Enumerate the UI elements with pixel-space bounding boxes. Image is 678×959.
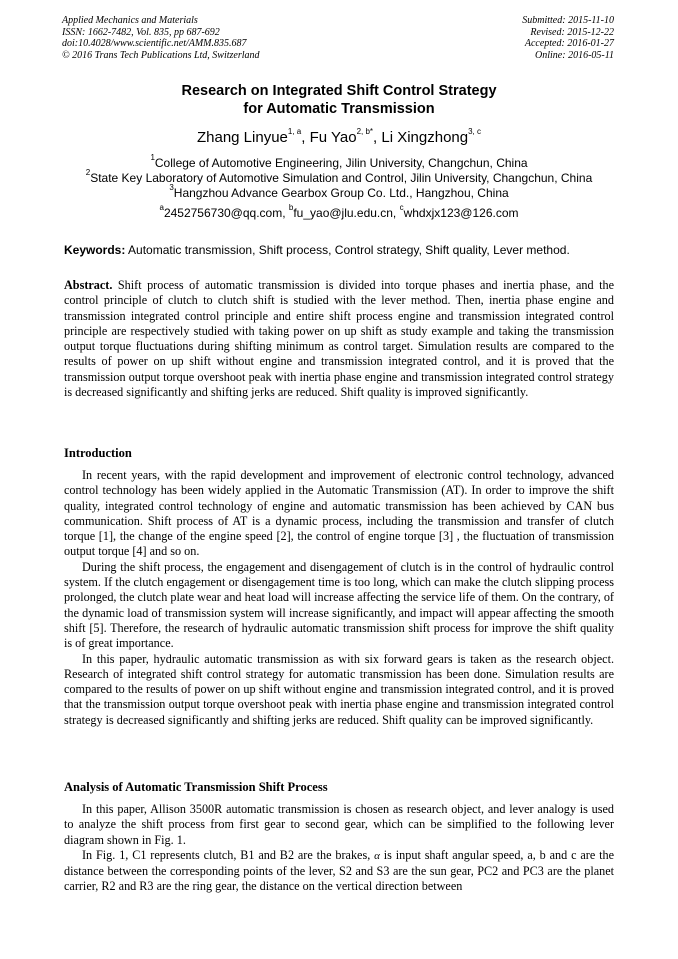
- intro-paragraph-3: In this paper, hydraulic automatic transmission as with six forward gears is taken as the research object. Research of integrated shift control strategy for automatic transmission has been done. Simulation results are compared to the results of power on up shift without engine and transmission integrated control, and it is proved that the transmission output torque overshoot peak with inertia phase engine and transmission integrated control strategy is decreased significantly and shifting jerks are reduced. Shift quality can be improved significantly.: [64, 651, 614, 727]
- author-2-affil: 2, b*: [356, 127, 374, 137]
- author-2: Fu Yao: [309, 129, 357, 146]
- title-line-1: Research on Integrated Shift Control Strategy: [181, 83, 497, 99]
- intro-paragraph-2: During the shift process, the engagement and disengagement of clutch is in the control of hydraulic control system. If the clutch engagement or disengagement time is too long, which can make the clutch slipping process prolonged, the clutch plate wear and heat load will increase affecting the service life of them. On the contrary, of the dynamic load of transmission system will increase significantly, and impact will appear affecting the smooth shift [5]. Therefore, the research of hydraulic automatic transmission shift process for improve the shift quality is of great importance.: [64, 559, 614, 651]
- author-3-affil: 3, c: [468, 127, 482, 137]
- affiliation-1-mark: 1: [150, 153, 155, 163]
- journal-name: Applied Mechanics and Materials: [62, 15, 198, 26]
- analysis-paragraph-2-start: In Fig. 1, C1 represents clutch, B1 and B2 are the brakes,: [82, 847, 375, 862]
- publication-dates: [522, 15, 614, 61]
- email-3[interactable]: whdxjx123@126.com: [403, 206, 519, 220]
- email-2[interactable]: fu_yao@jlu.edu.cn,: [293, 206, 400, 220]
- journal-info: [62, 15, 260, 61]
- issn-line: ISSN: 1662-7482, Vol. 835, pp 687-692: [62, 26, 220, 38]
- online-date: Online: 2016-05-11: [535, 49, 614, 61]
- affiliation-3: [0, 183, 678, 201]
- affiliations: [0, 153, 678, 201]
- analysis-paragraph-2: [64, 848, 614, 895]
- email-2-mark: b: [288, 203, 294, 213]
- email-1[interactable]: 2452756730@qq.com,: [163, 206, 289, 220]
- author-1: Zhang Linyue: [196, 129, 288, 146]
- analysis-paragraph-2-end: is input shaft angular speed, a, b and c are the distance between the corresponding points of the lever, S2 and S3 are the sun gear, PC2 and PC3 are the planet carrier, R2 and R3 are the ring gear, the distance on the vertical direction between: [64, 847, 614, 894]
- analysis-heading: Analysis of Automatic Transmission Shift Process: [64, 780, 328, 794]
- title-line-2: for Automatic Transmission: [243, 101, 435, 117]
- analysis-paragraph-1: In this paper, Allison 3500R automatic transmission is chosen as research object, and lever analogy is used to analyze the shift process from first gear to second gear, which can be simplified to the following lever diagram shown in Fig. 1.: [64, 802, 614, 847]
- abstract: [64, 278, 614, 400]
- analysis-body: [64, 802, 614, 895]
- affiliation-2-text: State Key Laboratory of Automotive Simulation and Control, Jilin University, Changchun, China: [90, 171, 593, 185]
- keywords: [64, 243, 616, 258]
- affiliation-2: [0, 168, 678, 186]
- introduction-body: [64, 468, 614, 728]
- introduction-heading: Introduction: [64, 446, 132, 460]
- intro-paragraph-1: In recent years, with the rapid development and improvement of electronic control technology, advanced control technology has been widely applied in the Automatic Transmission (AT). In order to improve the shift quality, integrated control technology of engine and automatic transmission has been achieved by CAN bus communication. Shift process of AT is a dynamic process, including the transmission and transfer of clutch torque [1], the change of the engine speed [2], the control of engine torque [3] , the fluctuation of transmission output torque [4] and so on.: [64, 468, 614, 559]
- paper-title: [0, 82, 678, 118]
- keywords-text: Automatic transmission, Shift process, Control strategy, Shift quality, Lever method.: [125, 243, 570, 257]
- affiliation-1: [0, 153, 678, 171]
- email-3-mark: c: [399, 203, 404, 213]
- affiliation-3-text: Hangzhou Advance Gearbox Group Co. Ltd., Hangzhou, China: [173, 186, 509, 200]
- accepted-date: Accepted: 2016-01-27: [524, 38, 614, 49]
- email-1-mark: a: [159, 203, 164, 213]
- affiliation-1-text: College of Automotive Engineering, Jilin University, Changchun, China: [154, 156, 528, 170]
- email-list: [0, 203, 678, 221]
- submitted-date: Submitted: 2015-11-10: [522, 15, 614, 26]
- revised-date: Revised: 2015-12-22: [530, 26, 614, 38]
- alpha-symbol: α: [374, 849, 380, 862]
- abstract-label: Abstract.: [64, 278, 113, 292]
- author-1-affil: 1, a: [287, 127, 302, 137]
- keywords-label: Keywords:: [64, 243, 126, 257]
- affiliation-3-mark: 3: [169, 183, 174, 193]
- author-list: Zhang Linyue$^{1, a}$, Fu Yao$^{2, b*}$, Li Xingzhong$^{3, c}$: [196, 127, 482, 146]
- affiliation-2-mark: 2: [85, 168, 91, 178]
- abstract-text: Shift process of automatic transmission is divided into torque phases and inertia phase, and the control principle of clutch to clutch shift is studied with the lever method. Then, inertia phase engine and transmission integrated control principle and entire shift process engine and transmission integrated control principle are respectively studied with taking power on up shift as study example and taking the transmission output torque fluctuations during shifting minimum as control target. Simulation results are compared to the results of power on up shift without engine and transmission integrated control, and it is proved that the transmission output torque overshoot peak with inertia phase engine and transmission integrated control strategy is decreased significantly and shifting jerks are reduced. Shift quality is improved significantly.: [64, 278, 614, 400]
- author-3: Li Xingzhong: [381, 129, 469, 146]
- doi-line: doi:10.4028/www.scientific.net/AMM.835.687: [62, 38, 247, 49]
- copyright-line: © 2016 Trans Tech Publications Ltd, Switzerland: [62, 49, 260, 61]
